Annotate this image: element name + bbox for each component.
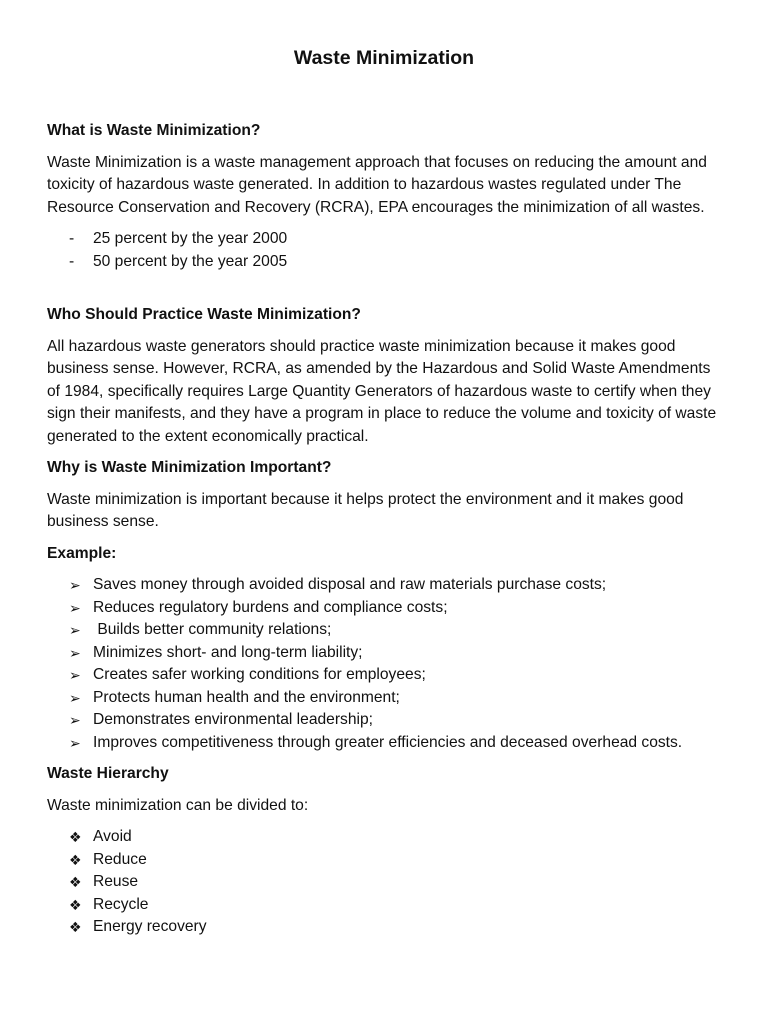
paragraph-who-should: All hazardous waste generators should practice waste minimization because it makes good business sense. However, RCRA, as amended by the Hazardous and Solid Waste Amendments of 1984, specifically requires Large Quantity Generators of hazardous waste to certify when they sign their manifests, and they have a program in place to reduce the volume and toxicity of waste generated to the extent economically practical. (47, 337, 717, 445)
list-item (47, 894, 727, 917)
heading-what-is: What is Waste Minimization? (47, 122, 261, 139)
list-item-text: Saves money through avoided disposal and raw materials purchase costs; (93, 576, 607, 593)
dash-list (47, 228, 727, 273)
list-item (47, 709, 727, 732)
list-item-text: Improves competitiveness through greater efficiencies and deceased overhead costs. (93, 733, 683, 751)
list-item (47, 664, 727, 687)
diamond-bullet-icon: ❖ (69, 851, 82, 868)
arrow-bullet-icon: ➢ (69, 712, 81, 728)
arrow-bullet-icon: ➢ (69, 644, 81, 661)
list-item-text: Avoid (93, 828, 132, 845)
list-item-text: Creates safer working conditions for employees; (93, 666, 426, 683)
list-item (47, 871, 727, 894)
list-item-text: Energy recovery (93, 918, 207, 935)
arrow-bullet-icon: ➢ (69, 689, 81, 706)
list-item (47, 642, 727, 665)
heading-example: Example: (47, 544, 117, 562)
arrow-bullet-icon: ➢ (69, 599, 81, 616)
list-item (47, 732, 727, 755)
list-item-text: Reduces regulatory burdens and compliance costs; (93, 598, 448, 616)
heading-why-important: Why is Waste Minimization Important? (47, 459, 332, 476)
list-item-text: 25 percent by the year 2000 (93, 230, 288, 247)
paragraph-waste-hierarchy: Waste minimization can be divided to: (47, 796, 309, 814)
paragraph-why-important: Waste minimization is important because it helps protect the environment and it makes good business sense. (47, 490, 684, 530)
list-item (47, 826, 727, 849)
list-item (47, 597, 727, 620)
list-item-text: Demonstrates environmental leadership; (93, 711, 373, 728)
diamond-bullet-icon: ❖ (69, 874, 82, 890)
diamond-bullet-icon: ❖ (69, 896, 82, 913)
list-item-text: Builds better community relations; (93, 621, 332, 638)
list-item (47, 228, 727, 251)
arrow-bullet-icon: ➢ (69, 622, 81, 638)
list-item (47, 619, 727, 642)
list-item-text: Reduce (93, 850, 147, 868)
diamond-bullet-icon: ❖ (69, 829, 82, 845)
paragraph-what-is: Waste Minimization is a waste management approach that focuses on reducing the amount and toxicity of hazardous waste generated. In addition to hazardous wastes regulated under The Resource Conservation and Recovery (RCRA), EPA encourages the minimization of all wastes. (47, 153, 707, 216)
dash-bullet-icon: - (69, 230, 75, 247)
list-item (47, 849, 727, 872)
list-item (47, 251, 727, 274)
list-item (47, 574, 727, 597)
heading-who-should: Who Should Practice Waste Minimization? (47, 306, 361, 323)
page-title: Waste Minimization (293, 47, 475, 69)
list-item-text: Recycle (93, 895, 149, 913)
arrow-list (47, 574, 727, 754)
arrow-bullet-icon: ➢ (69, 577, 81, 593)
list-item (47, 916, 727, 939)
dash-bullet-icon: - (69, 252, 75, 270)
list-item-text: Minimizes short- and long-term liability; (93, 643, 363, 661)
list-item (47, 687, 727, 710)
arrow-bullet-icon: ➢ (69, 734, 81, 751)
document-body (47, 120, 727, 939)
heading-waste-hierarchy: Waste Hierarchy (47, 765, 169, 782)
diamond-list (47, 826, 727, 939)
list-item-text: 50 percent by the year 2005 (93, 252, 288, 270)
diamond-bullet-icon: ❖ (69, 919, 82, 935)
list-item-text: Protects human health and the environment; (93, 688, 400, 706)
arrow-bullet-icon: ➢ (69, 667, 81, 683)
list-item-text: Reuse (93, 873, 139, 890)
